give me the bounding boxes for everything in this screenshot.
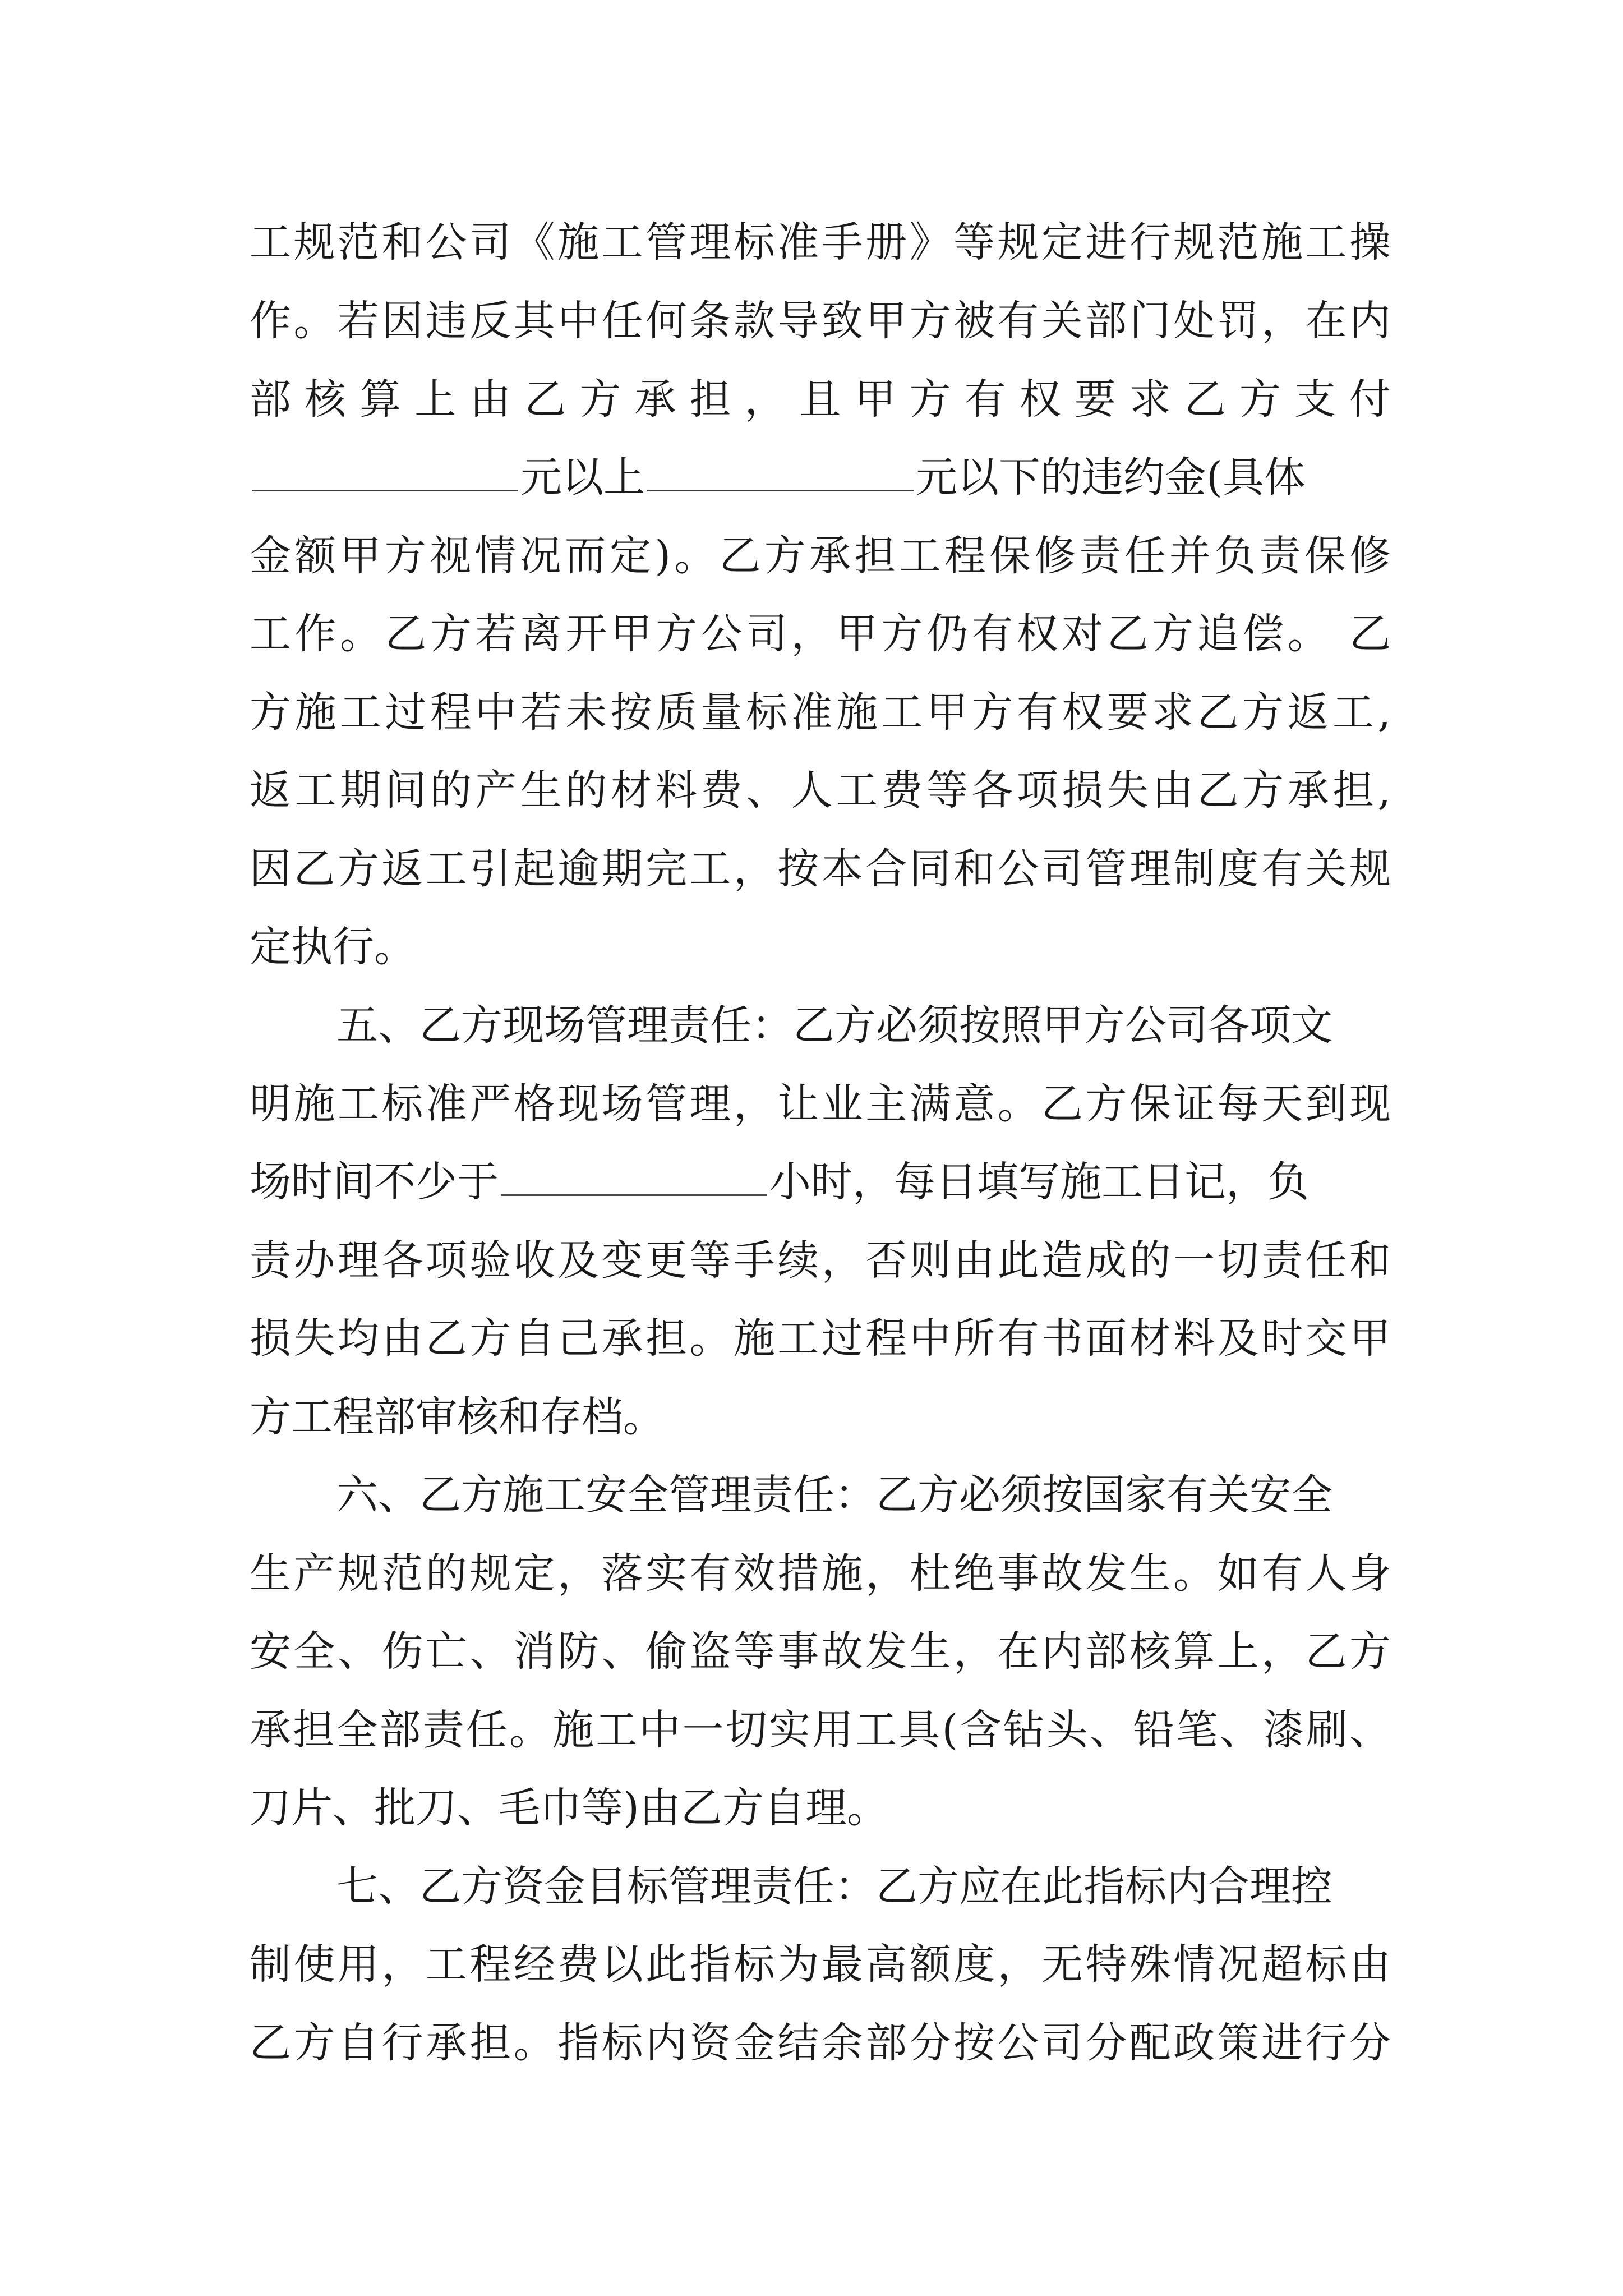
text-segment: 小时，每日填写施工日记，负 xyxy=(769,1158,1309,1206)
section-heading-line: 五、乙方现场管理责任：乙方必须按照甲方公司各项文 xyxy=(336,1001,1332,1050)
section-heading-line: 六、乙方施工安全管理责任：乙方必须按国家有关安全 xyxy=(336,1471,1332,1519)
text-line: 方工程部审核和存档。 xyxy=(250,1393,665,1441)
text-line: 工作。乙方若离开甲方公司，甲方仍有权对乙方追偿。 乙 xyxy=(250,610,1391,658)
text-line: 承担全部责任。施工中一切实用工具(含钻头、铅笔、漆刷、 xyxy=(250,1706,1391,1754)
text-line: 责办理各项验收及变更等手续，否则由此造成的一切责任和 xyxy=(250,1236,1391,1285)
section-heading-line: 七、乙方资金目标管理责任：乙方应在此指标内合理控 xyxy=(336,1862,1332,1911)
text-line-with-blanks xyxy=(250,438,1391,517)
text-line: 因乙方返工引起逾期完工，按本合同和公司管理制度有关规 xyxy=(250,845,1391,893)
text-line: 刀片、批刀、毛巾等)由乙方自理。 xyxy=(250,1784,888,1832)
fill-in-blank[interactable] xyxy=(501,1155,767,1196)
text-line: 制使用，工程经费以此指标为最高额度，无特殊情况超标由 xyxy=(250,1940,1391,1989)
text-line: 返工期间的产生的材料费、人工费等各项损失由乙方承担, xyxy=(250,766,1391,815)
text-line: 部核算上由乙方承担，且甲方有权要求乙方支付 xyxy=(250,375,1391,424)
text-line: 损失均由乙方自己承担。施工过程中所有书面材料及时交甲 xyxy=(250,1314,1391,1363)
text-line: 工规范和公司《施工管理标准手册》等规定进行规范施工操 xyxy=(250,218,1391,266)
text-line: 安全、伤亡、消防、偷盗等事故发生，在内部核算上，乙方 xyxy=(250,1627,1391,1676)
text-line: 生产规范的规定，落实有效措施，杜绝事故发生。如有人身 xyxy=(250,1549,1391,1598)
fill-in-blank[interactable] xyxy=(252,450,518,491)
text-line: 作。若因违反其中任何条款导致甲方被有关部门处罚，在内 xyxy=(250,297,1391,345)
text-line-with-blank xyxy=(250,1143,1391,1221)
text-line: 金额甲方视情况而定)。乙方承担工程保修责任并负责保修 xyxy=(250,532,1391,580)
text-line: 明施工标准严格现场管理，让业主满意。乙方保证每天到现 xyxy=(250,1080,1391,1128)
fill-in-blank[interactable] xyxy=(647,450,914,491)
text-segment: 元以下的违约金(具体 xyxy=(916,453,1306,501)
text-segment: 元以上 xyxy=(520,453,645,501)
text-line: 定执行。 xyxy=(250,923,416,971)
text-line: 方施工过程中若未按质量标准施工甲方有权要求乙方返工, xyxy=(250,688,1391,737)
text-line: 乙方自行承担。指标内资金结余部分按公司分配政策进行分 xyxy=(250,2019,1391,2067)
text-segment: 场时间不少于 xyxy=(250,1158,499,1206)
